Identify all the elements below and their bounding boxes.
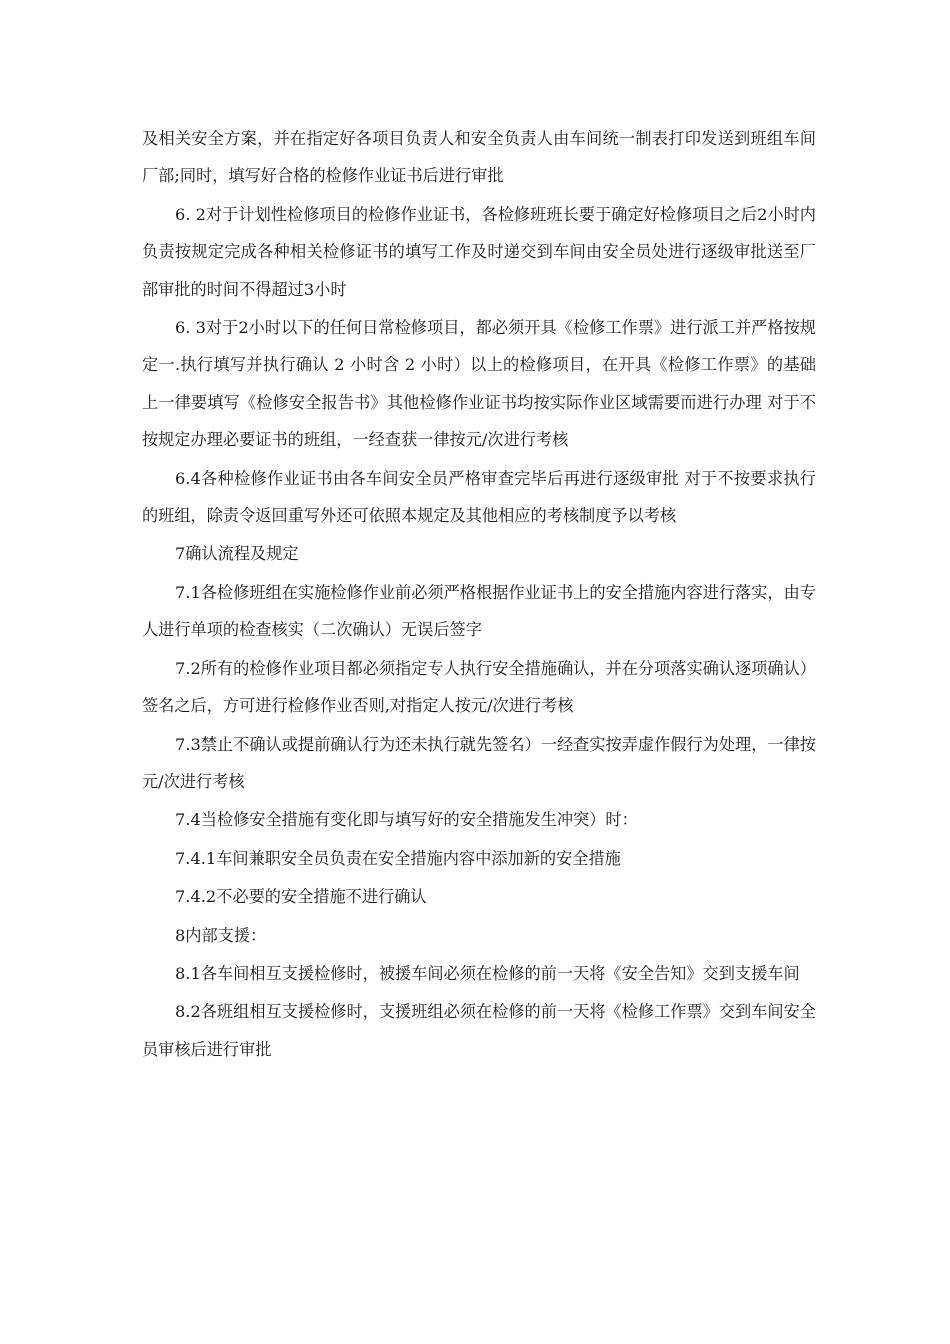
paragraph-7-3: 7.3禁止不确认或提前确认行为还未执行就先签名）一经查实按弄虚作假行为处理，一律按元/次进行考核 bbox=[142, 734, 816, 791]
paragraph-7-2: 7.2所有的检修作业项目都必须指定专人执行安全措施确认，并在分项落实确认逐项确认）签名之后，方可进行检修作业否则,对指定人按元/次进行考核 bbox=[142, 658, 816, 716]
paragraph-7-4-1: 7.4.1车间兼职安全员负责在安全措施内容中添加新的安全措施 bbox=[175, 848, 621, 868]
document-body bbox=[142, 120, 816, 1069]
paragraph-continuation: 及相关安全方案，并在指定好各项目负责人和安全负责人由车间统一制表打印发送到班组车间厂部;同时，填写好合格的检修作业证书后进行审批 bbox=[142, 129, 816, 186]
paragraph-6-4: 6.4各种检修作业证书由各车间安全员严格审查完毕后再进行逐级审批 对于不按要求执行的班组，除责令返回重写外还可依照本规定及其他相应的考核制度予以考核 bbox=[142, 468, 816, 526]
section-heading-7: 7确认流程及规定 bbox=[175, 544, 299, 564]
paragraph-8-2: 8.2各班组相互支援检修时，支援班组必须在检修的前一天将《检修工作票》交到车间安全员审核后进行审批 bbox=[142, 1002, 816, 1059]
paragraph-7-4-2: 7.4.2不必要的安全措施不进行确认 bbox=[175, 887, 427, 907]
paragraph-6-2: 6. 2对于计划性检修项目的检修作业证书，各检修班班长要于确定好检修项目之后2小时内负责按规定完成各种相关检修证书的填写工作及时递交到车间由安全员处进行逐级审批送至厂部审批的时间不得超过3小时 bbox=[142, 204, 816, 299]
paragraph-6-3: 6. 3对于2小时以下的任何日常检修项目，都必须开具《检修工作票》进行派工并严格按规定一.执行填写并执行确认 2 小时含 2 小时）以上的检修项目，在开具《检修工作票》的基础上一律要填写《检修安全报告书》其他检修作业证书均按实际作业区域需要而进行办理 对于不按规定办理必要证书的班组，一经查获一律按元/次进行考核 bbox=[142, 318, 816, 450]
paragraph-8-1: 8.1各车间相互支援检修时，被援车间必须在检修的前一天将《安全告知》交到支援车间 bbox=[175, 963, 800, 983]
paragraph-7-4: 7.4当检修安全措施有变化即与填写好的安全措施发生冲突）时： bbox=[175, 810, 638, 830]
paragraph-7-1: 7.1各检修班组在实施检修作业前必须严格根据作业证书上的安全措施内容进行落实，由专人进行单项的检查核实（二次确认）无误后签字 bbox=[142, 582, 816, 640]
section-heading-8: 8内部支援： bbox=[175, 925, 267, 945]
